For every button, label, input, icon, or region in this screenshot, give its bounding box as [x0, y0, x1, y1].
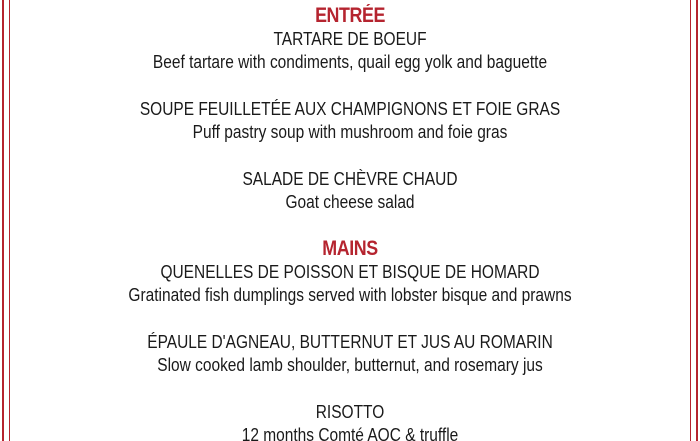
section-title: ENTRÉE — [315, 4, 385, 27]
dish-item — [0, 261, 700, 307]
dish-name: QUENELLES DE POISSON ET BISQUE DE HOMARD — [160, 262, 540, 282]
dish-name: RISOTTO — [315, 402, 385, 422]
dish-item — [0, 401, 700, 441]
dish-item — [0, 28, 700, 74]
dish-description: Puff pastry soup with mushroom and foie gras — [192, 122, 508, 142]
dish-item — [0, 168, 700, 214]
dish-name: SALADE DE CHÈVRE CHAUD — [242, 169, 458, 189]
dish-name: TARTARE DE BOEUF — [273, 29, 427, 49]
section-entree — [0, 4, 700, 214]
section-mains — [0, 237, 700, 441]
section-title: MAINS — [322, 237, 378, 260]
dish-name: SOUPE FEUILLETÉE AUX CHAMPIGNONS ET FOIE GRAS — [139, 99, 561, 119]
dish-description: Goat cheese salad — [285, 192, 415, 212]
dish-description: Beef tartare with condiments, quail egg yolk and baguette — [152, 52, 548, 72]
menu-content — [0, 4, 700, 441]
dish-item — [0, 331, 700, 377]
dish-description: Gratinated fish dumplings served with lobster bisque and prawns — [128, 285, 572, 305]
dish-description: 12 months Comté AOC & truffle — [241, 425, 459, 441]
dish-name: ÉPAULE D'AGNEAU, BUTTERNUT ET JUS AU ROMARIN — [147, 332, 553, 352]
dish-item — [0, 98, 700, 144]
dish-description: Slow cooked lamb shoulder, butternut, and rosemary jus — [157, 355, 543, 375]
